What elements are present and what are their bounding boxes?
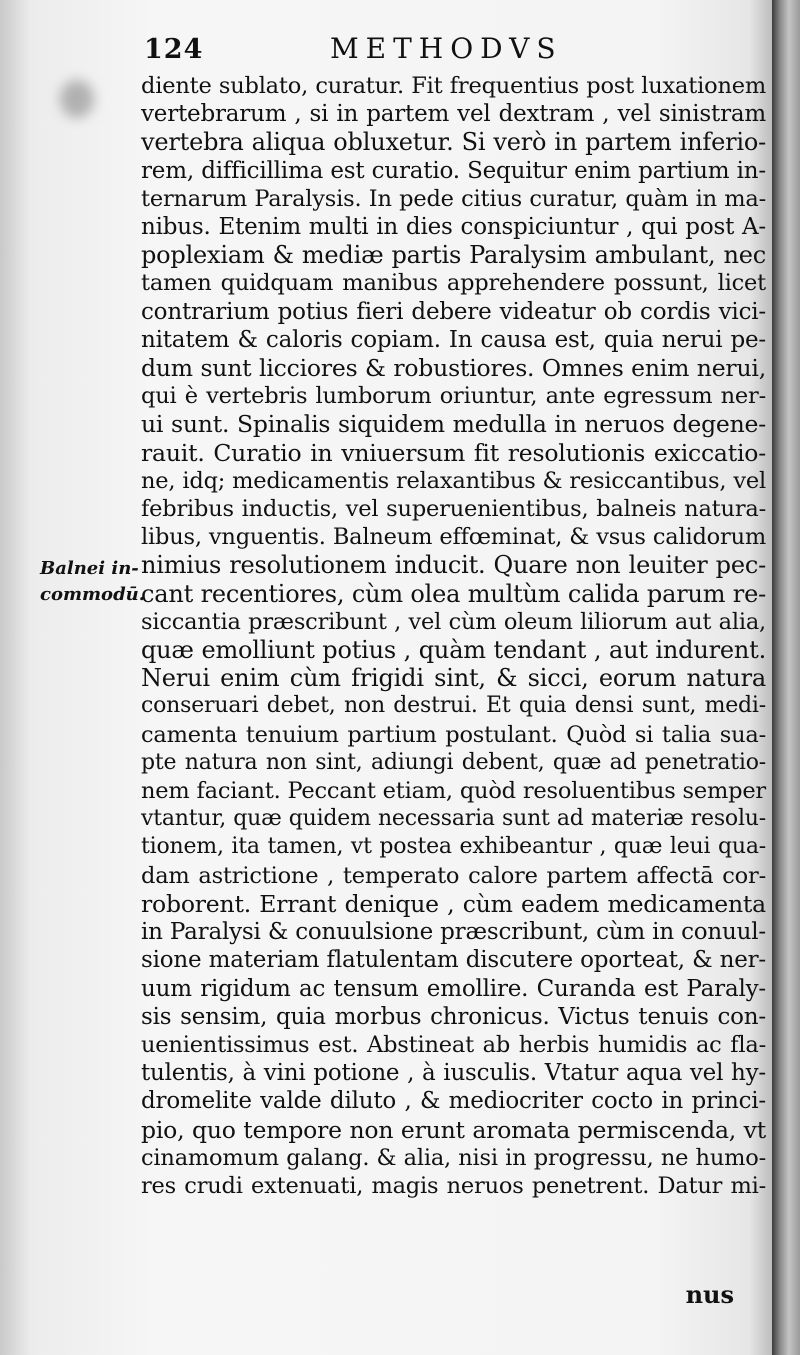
text-line: nitatem & caloris copiam. In causa est, quia nerui pe- xyxy=(141,326,766,353)
catchword: nus xyxy=(685,1280,734,1309)
text-line: dam astrictione , temperato calore partem affectā cor- xyxy=(141,862,766,889)
text-line: ui sunt. Spinalis siquidem medulla in neruos degene- xyxy=(141,410,766,439)
text-line: camenta tenuium partium postulant. Quòd si talia sua- xyxy=(141,721,766,748)
text-line: qui è vertebris lumborum oriuntur, ante egressum ner- xyxy=(141,383,766,410)
page-header xyxy=(140,26,762,66)
text-line: ternarum Paralysis. In pede citius curatur, quàm in ma- xyxy=(141,185,766,212)
text-line: tionem, ita tamen, vt postea exhibeantur , quæ leui qua- xyxy=(141,834,766,860)
text-line: nem faciant. Peccant etiam, quòd resoluentibus semper xyxy=(141,778,766,805)
text-line: roborent. Errant denique , cùm eadem medicamenta xyxy=(141,889,766,918)
text-line: libus, vnguentis. Balneum effœminat, & vsus calidorum xyxy=(141,524,766,551)
text-line: sione materiam flatulentam discutere oporteat, & ner- xyxy=(141,947,766,974)
text-line: cant recentiores, cùm olea multùm calida parum re- xyxy=(141,579,766,608)
text-line: poplexiam & mediæ partis Paralysim ambulant, nec xyxy=(141,241,766,270)
text-line: dromelite valde diluto , & mediocriter cocto in princi- xyxy=(141,1088,766,1115)
page-number: 124 xyxy=(144,34,204,65)
text-line: pte natura non sint, adiungi debent, quæ ad penetratio- xyxy=(141,749,766,775)
text-line: uenientissimus est. Abstineat ab herbis humidis ac fla- xyxy=(141,1031,766,1058)
margin-note-line: commodū. xyxy=(40,584,146,605)
text-line: in Paralysi & conuulsione præscribunt, cùm in conuul- xyxy=(141,919,766,946)
text-line: nibus. Etenim multi in dies conspiciuntur , qui post A- xyxy=(141,214,766,241)
text-line: pio, quo tempore non erunt aromata permiscenda, vt xyxy=(141,1115,766,1144)
text-line: vertebrarum , si in partem vel dextram , vel sinistram xyxy=(141,101,766,128)
text-line: vertebra aliqua obluxetur. Si verò in partem inferio- xyxy=(141,128,766,157)
text-line: tulentis, à vini potione , à iusculis. Vtatur aqua vel hy- xyxy=(141,1060,766,1087)
text-line: sis sensim, quia morbus chronicus. Victus tenuis con- xyxy=(141,1003,766,1030)
text-line: rem, difficillima est curatio. Sequitur enim partium in- xyxy=(141,157,766,184)
ink-smudge xyxy=(60,80,94,118)
running-head: METHODVS xyxy=(330,32,563,65)
binding-gutter xyxy=(772,0,800,1355)
text-line: dum sunt licciores & robustiores. Omnes enim nerui, xyxy=(141,354,766,383)
text-line: ne, idq; medicamentis relaxantibus & resiccantibus, vel xyxy=(141,467,766,494)
text-line: res crudi extenuati, magis neruos penetrent. Datur mi- xyxy=(141,1172,766,1199)
text-line: contrarium potius fieri debere videatur ob cordis vici- xyxy=(141,298,766,325)
text-line: febribus inductis, vel superuenientibus, balneis natura- xyxy=(141,496,766,523)
body-text xyxy=(141,72,766,1200)
text-line: conseruari debet, non destrui. Et quia densi sunt, medi- xyxy=(141,693,766,719)
margin-note xyxy=(40,556,152,608)
text-line: Nerui enim cùm frigidi sint, & sicci, eorum natura xyxy=(141,664,766,693)
text-line: quæ emolliunt potius , quàm tendant , aut indurent. xyxy=(141,636,766,665)
text-line: cinamomum galang. & alia, nisi in progressu, ne humo- xyxy=(141,1144,766,1171)
margin-note-line: Balnei in- xyxy=(40,558,139,579)
text-line: tamen quidquam manibus apprehendere possunt, licet xyxy=(141,270,766,297)
text-line: siccantia præscribunt , vel cùm oleum liliorum aut alia, xyxy=(141,608,766,635)
text-line: diente sublato, curatur. Fit frequentius post luxationem xyxy=(141,73,766,99)
text-line: uum rigidum ac tensum emollire. Curanda est Paraly- xyxy=(141,975,766,1002)
text-line: rauit. Curatio in vniuersum fit resolutionis exiccatio- xyxy=(141,438,766,467)
text-line: nimius resolutionem inducit. Quare non leuiter pec- xyxy=(141,551,766,580)
text-line: vtantur, quæ quidem necessaria sunt ad materiæ resolu- xyxy=(141,806,766,832)
